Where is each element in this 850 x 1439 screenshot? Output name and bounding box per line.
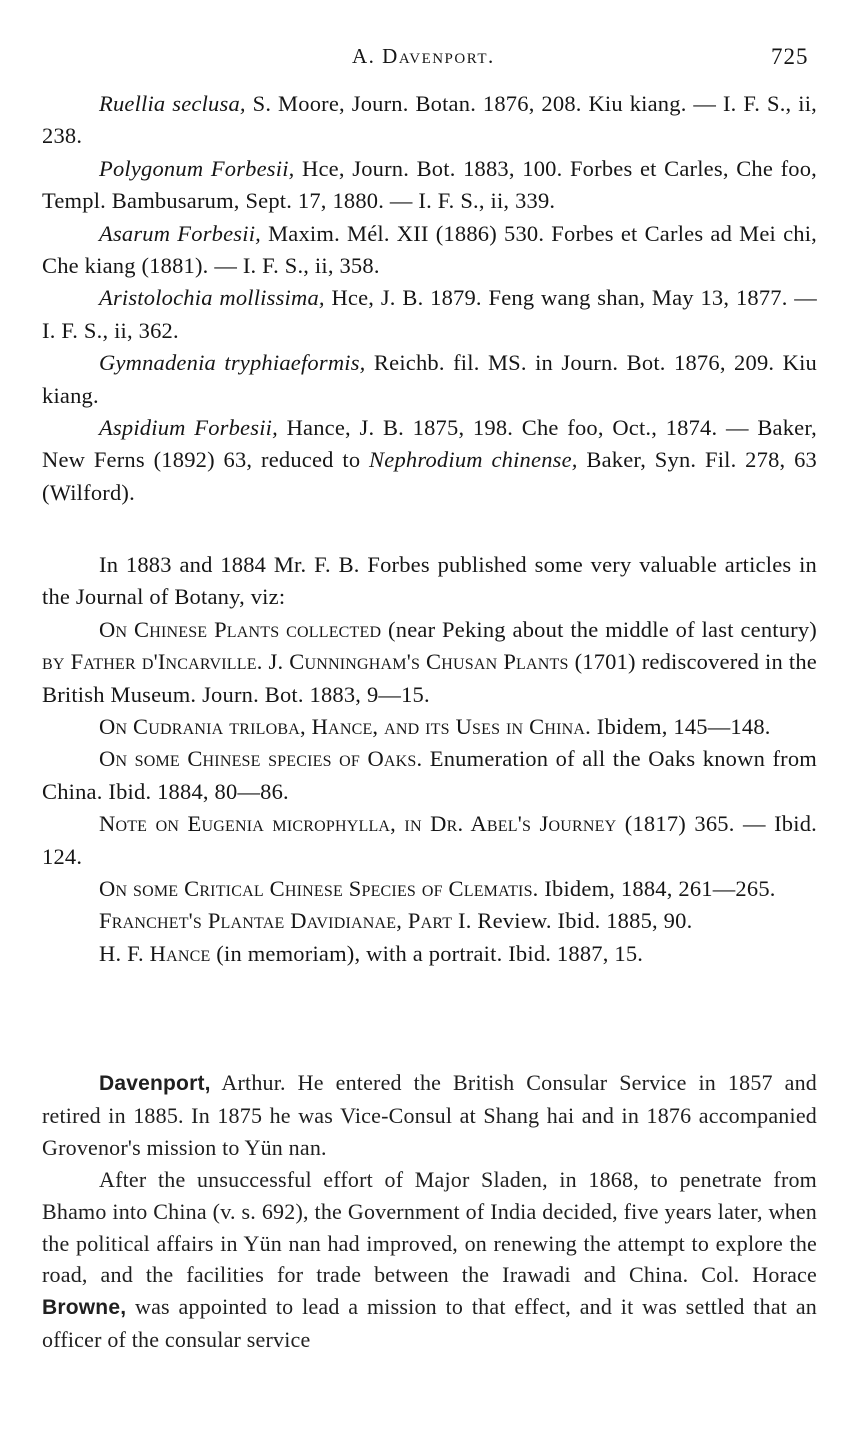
species-entry xyxy=(42,218,817,283)
article-citation: (near Peking about the middle of last century) xyxy=(381,616,818,642)
davenport-biography xyxy=(42,1067,817,1356)
species-entry xyxy=(42,153,817,218)
article-citation: Ibidem, 1884, 261—265. xyxy=(538,876,776,902)
species-name: Gymnadenia tryphiaeformis, xyxy=(99,350,366,376)
running-title: A. Davenport. xyxy=(352,44,495,68)
forbes-species-list xyxy=(42,88,817,509)
biography-paragraph xyxy=(42,1164,817,1356)
species-entry xyxy=(42,412,817,509)
article-title: Note on Eugenia microphylla, in Dr. Abel's Journey xyxy=(99,811,617,837)
article-citation: Ibidem, 145—148. xyxy=(590,714,771,740)
article-title: On Chinese Plants collected xyxy=(99,616,382,642)
biography-paragraph xyxy=(42,1067,817,1164)
species-entry xyxy=(42,88,817,153)
article-entry xyxy=(42,873,817,905)
species-entry xyxy=(42,347,817,412)
species-name: Nephrodium chinense, xyxy=(369,447,578,473)
species-citation: Hce, Journ. Bot. 1883, 100. Forbes et Carles, Che foo, Templ. Bambusarum, Sept. 17, 1880. — I. F. S., ii, 339. xyxy=(42,155,817,214)
species-name: Aspidium Forbesii, xyxy=(99,415,278,441)
species-citation: Hance, J. B. 1875, 198. Che foo, Oct., 1874. — Baker, New Ferns (1892) 63, reduced to xyxy=(42,415,817,473)
species-citation: Reichb. fil. MS. in Journ. Bot. 1876, 209. Kiu kiang. xyxy=(42,350,818,408)
article-entry xyxy=(42,905,817,937)
article-citation: (in memoriam), with a portrait. Ibid. 1887, 15. xyxy=(210,940,644,966)
species-citation: Hce, J. B. 1879. Feng wang shan, May 13, 1877. — I. F. S., ii, 362. xyxy=(42,285,818,343)
article-entry xyxy=(42,614,817,711)
article-entry xyxy=(42,938,817,970)
species-entry xyxy=(42,282,817,347)
species-citation: Maxim. Mél. XII (1886) 530. Forbes et Carles ad Mei chi, Che kiang (1881). — I. F. S., ii, 358. xyxy=(42,220,817,279)
biography-text: was appointed to lead a mission to that effect, and it was settled that an officer of the consular service xyxy=(42,1294,817,1353)
article-title: H. F. Hance xyxy=(99,940,211,966)
biography-name: Davenport, xyxy=(99,1072,211,1095)
article-title: On Cudrania triloba, Hance, and its Uses in China. xyxy=(99,714,591,740)
species-citation: Baker, Syn. Fil. 278, 63 (Wilford). xyxy=(42,447,818,505)
species-name: Ruellia seclusa, xyxy=(99,91,246,116)
article-citation: Review. Ibid. 1885, 90. xyxy=(471,908,693,934)
biography-text: After the unsuccessful effort of Major Sladen, in 1868, to penetrate from Bhamo into China (v. s. 692), the Government of India decided, five years later, when the political affairs in Yün nan had improved, on renewing the attempt to explore the road, and the facilities for trade between the Irawadi and China. Col. Horace xyxy=(42,1166,817,1288)
article-citation: (1817) 365. — Ibid. 124. xyxy=(42,811,817,869)
species-name: Asarum Forbesii, xyxy=(99,220,261,246)
species-name: Aristolochia mollissima, xyxy=(99,285,325,311)
species-citation: S. Moore, Journ. Botan. 1876, 208. Kiu kiang. — I. F. S., ii, 238. xyxy=(42,91,817,149)
article-citation: (1701) rediscovered in the British Museum. Journ. Bot. 1883, 9—15. xyxy=(42,649,817,707)
running-head xyxy=(0,44,850,74)
article-title: On some Critical Chinese Species of Clematis. xyxy=(99,876,539,902)
articles-intro: In 1883 and 1884 Mr. F. B. Forbes published some very valuable articles in the Journal of Botany, viz: xyxy=(42,552,817,610)
person-name: Browne, xyxy=(42,1296,127,1320)
article-title: by Father d'Incarville. J. Cunningham's Chusan Plants xyxy=(42,649,569,675)
species-name: Polygonum Forbesii, xyxy=(99,155,295,181)
forbes-articles xyxy=(42,549,817,970)
page-number: 725 xyxy=(771,44,809,69)
article-title: Franchet's Plantae Davidianae, Part I. xyxy=(99,908,472,934)
article-title: On some Chinese species of Oaks. xyxy=(99,746,423,772)
article-citation: Enumeration of all the Oaks known from China. Ibid. 1884, 80—86. xyxy=(42,746,817,804)
biography-text: Arthur. He entered the British Consular Service in 1857 and retired in 1885. In 1875 he was Vice-Consul at Shang hai and in 1876 accompanied Grovenor's mission to Yün nan. xyxy=(42,1070,817,1160)
article-entry xyxy=(42,808,817,873)
article-entry xyxy=(42,711,817,743)
article-entry xyxy=(42,743,817,808)
